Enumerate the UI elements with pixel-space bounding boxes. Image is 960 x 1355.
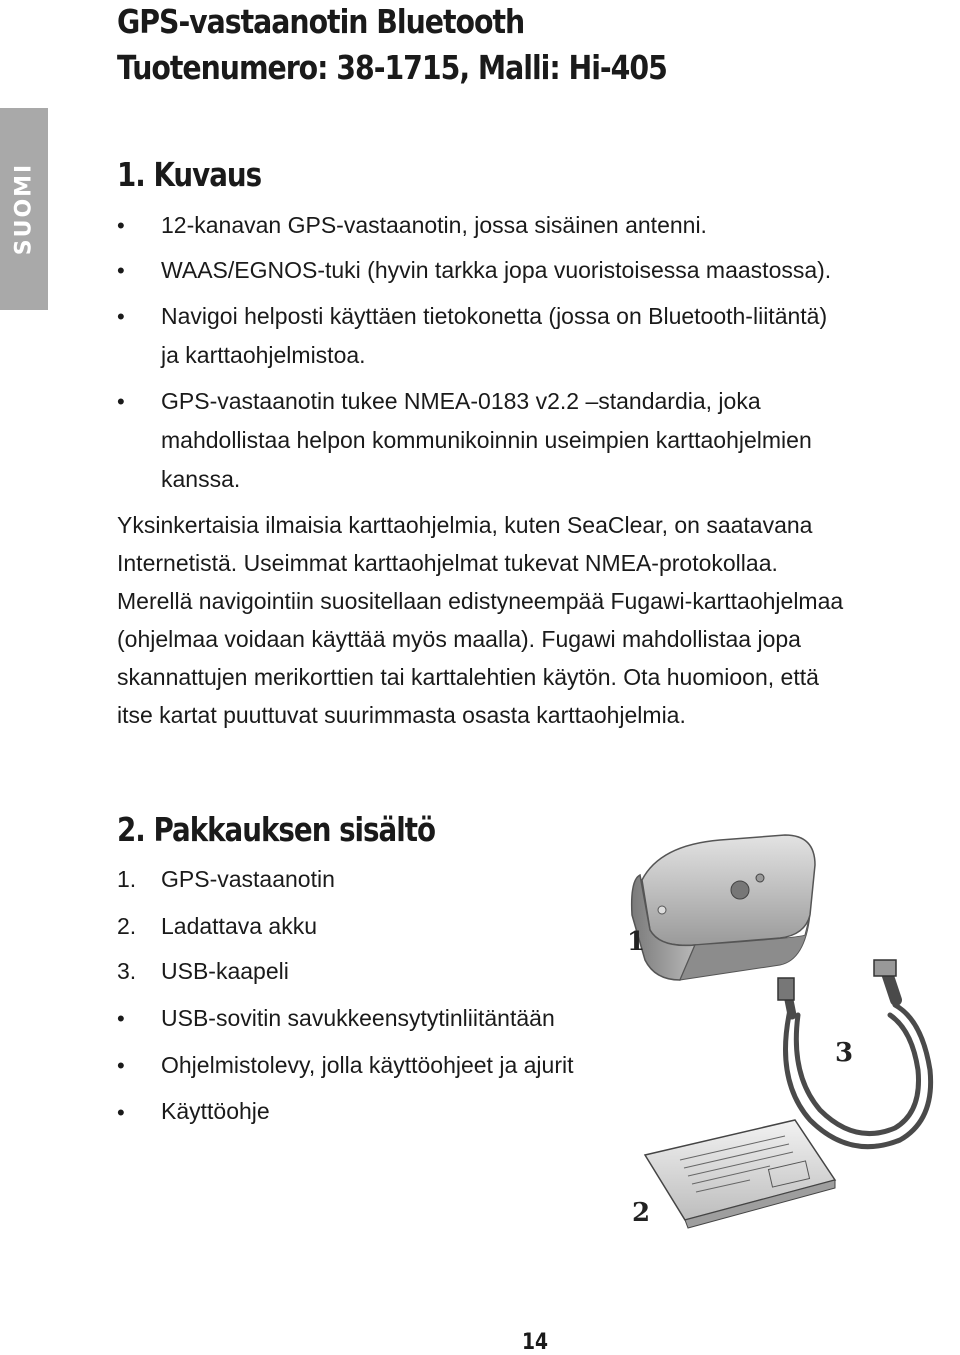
list-item-number: 2. [117,913,137,939]
list-item-text: Ladattava akku [161,913,318,939]
bullet-text: WAAS/EGNOS-tuki (hyvin tarkka jopa vuoristoisessa maastossa). [161,257,832,283]
bullet-text: 12-kanavan GPS-vastaanotin, jossa sisäinen antenni. [161,212,707,238]
callout-number-battery: 2 [632,1198,651,1228]
list-item-number: 1. [117,866,137,892]
callout-number-receiver: 1 [627,927,646,957]
paragraph-line: Yksinkertaisia ilmaisia karttaohjelmia, kuten SeaClear, on saatavana [117,512,813,538]
bullet-icon: • [117,1100,125,1125]
list-item-text: GPS-vastaanotin [161,866,335,892]
bullet-icon: • [117,304,125,329]
paragraph-line: Internetistä. Useimmat karttaohjelmat tukevat NMEA-protokollaa. [117,550,778,576]
usb-cable-illustration [778,960,931,1147]
bullet-icon: • [117,258,125,283]
paragraph-line: Merellä navigointiin suositellaan edistyneempää Fugawi-karttaohjelmaa [117,588,844,614]
document-subtitle: Tuotenumero: 38-1715, Malli: Hi-405 [117,48,667,87]
language-side-tab [0,108,48,310]
bullet-icon: • [117,1053,125,1078]
product-contents-image [600,820,960,1240]
battery-illustration [645,1120,835,1228]
bullet-text: GPS-vastaanotin tukee NMEA-0183 v2.2 –standardia, joka [161,388,761,414]
bullet-text-continuation: ja karttaohjelmistoa. [161,342,366,368]
section-heading-package-contents: 2. Pakkauksen sisältö [117,810,436,849]
callout-number-cable: 3 [835,1038,854,1068]
page-number: 14 [522,1330,549,1355]
list-item-text: USB-kaapeli [161,958,289,984]
gps-receiver-illustration [632,835,815,980]
list-item-text: Ohjelmistolevy, jolla käyttöohjeet ja ajurit [161,1052,574,1078]
list-item-number: 3. [117,958,137,984]
paragraph-line: itse kartat puuttuvat suurimmasta osasta karttaohjelmia. [117,702,686,728]
paragraph-line: skannattujen merikorttien tai karttalehtien käytön. Ota huomioon, että [117,664,819,690]
bullet-icon: • [117,389,125,414]
section-heading-description: 1. Kuvaus [117,155,262,194]
list-item-text: Käyttöohje [161,1098,270,1124]
bullet-icon: • [117,213,125,238]
bullet-text-continuation: mahdollistaa helpon kommunikoinnin useimpien karttaohjelmien [161,427,812,453]
language-label: SUOMI [11,162,37,256]
list-item-text: USB-sovitin savukkeensytytinliitäntään [161,1005,555,1031]
paragraph-line: (ohjelmaa voidaan käyttää myös maalla). Fugawi mahdollistaa jopa [117,626,801,652]
bullet-icon: • [117,1006,125,1031]
bullet-text-continuation: kanssa. [161,466,241,492]
document-title: GPS-vastaanotin Bluetooth [117,2,525,41]
bullet-text: Navigoi helposti käyttäen tietokonetta (jossa on Bluetooth-liitäntä) [161,303,828,329]
